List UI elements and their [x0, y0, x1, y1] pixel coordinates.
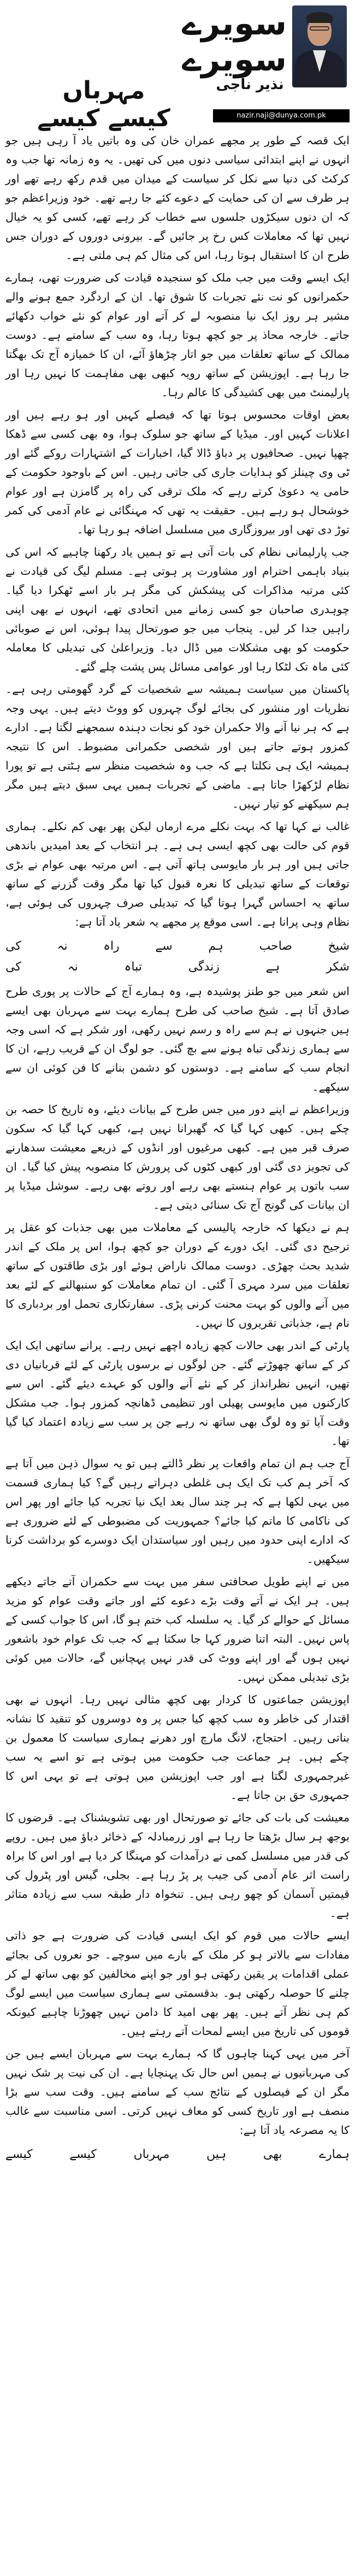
- poem-word: نہ: [67, 960, 78, 974]
- paragraph: اس شعر میں جو طنز پوشیدہ ہے، وہ ہمارے آج کے حالات پر پوری طرح صادق آتا ہے۔ شیخ صاحب کی طرح ہمارے بہت سے مہربان بھی ایسے ہیں جنہوں نے ہم سے راہ و رسم نہیں رکھی، اور شکر ہے کہ اسی وجہ سے ہماری زندگی تباہ ہونے سے بچ گئی۔ جو لوگ ان کے قریب رہے، ان کا انجام سب کے سامنے ہے۔ دوستوں کو دشمن بنانے کا فن کوئی ان سے سیکھے۔: [5, 985, 350, 1093]
- poem-word: مہرباں: [133, 2148, 170, 2161]
- poem-word: شکر: [326, 960, 350, 974]
- poem-word: کی: [5, 939, 21, 953]
- paragraph: ایک قصہ کے طور پر مجھے عمران خان کی وہ باتیں یاد آ رہی ہیں جو انہوں نے اپنے ابتدائی سیاسی دنوں میں کی تھیں۔ یہ وہ زمانہ تھا جب وہ کرکٹ کی دنیا سے نکل کر سیاست کے میدان میں قدم رکھ رہے تھے اور ہر طرف سے ان کی حمایت کے دعوے کئے جا رہے تھے۔ خود وزیراعظم جو کہ ان دنوں سیکڑوں جلسوں سے خطاب کر رہے تھے، کسی کو یہ خیال نہیں تھا کہ معاملات کس رخ پر جائیں گے۔ بیرونی دوروں کے دوران جس طرح ان کا استقبال ہوتا رہا، اس کی مثال کم ہی ملتی ہے۔: [5, 134, 350, 262]
- paragraph: آج جب ہم ان تمام واقعات پر نظر ڈالتے ہیں تو یہ سوال ذہن میں آتا ہے کہ آخر ہم کب تک ایک ہی غلطی دہراتے رہیں گے؟ کیا ہماری قسمت میں یہی لکھا ہے کہ ہر چند سال بعد ایک نیا تجربہ کیا جائے اور پھر اس کی ناکامی کا ماتم کیا جائے؟ جمہوریت کی مضبوطی کے لئے ضروری ہے کہ ادارے اپنی حدود میں رہیں اور سیاستدان ایک دوسرے کو برداشت کرنا سیکھیں۔: [5, 1457, 350, 1566]
- poem-verse-2: [5, 2144, 350, 2165]
- poem-word: نہ: [57, 939, 68, 953]
- paragraph: بعض اوقات محسوس ہوتا تھا کہ فیصلے کہیں اور ہو رہے ہیں اور اعلانات کہیں اور۔ میڈیا کے ساتھ جو سلوک ہوا، وہ بھی کسی سے ڈھکا چھپا نہیں۔ صحافیوں پر دباؤ ڈالا گیا، اخبارات کے اشتہارات روکے گئے اور ٹی وی چینلز کو ہدایات جاری کی جاتی رہیں۔ اس کے باوجود حکومت کے حامی یہ دعویٰ کرتے رہے کہ ملک ترقی کی راہ پر گامزن ہے اور عوام خوشحال ہو رہے ہیں۔ حقیقت یہ تھی کہ مہنگائی نے عام آدمی کی کمر توڑ دی تھی اور بیروزگاری میں مسلسل اضافہ ہو رہا تھا۔: [5, 408, 350, 536]
- poem-word: کیسے: [69, 2148, 97, 2161]
- author-name: نذیر ناجی: [216, 77, 284, 93]
- poem-word: شیخ: [328, 939, 350, 953]
- poem-word: صاحب: [259, 939, 293, 953]
- article-headline: مہرباں کیسے کیسے: [37, 77, 170, 132]
- poem-word: راہ: [103, 939, 120, 953]
- article-body: [5, 131, 350, 2169]
- author-email[interactable]: nazir.naji@dunya.com.pk: [213, 109, 350, 122]
- paragraph: پاکستان میں سیاست ہمیشہ سے شخصیات کے گرد گھومتی رہی ہے۔ نظریات اور منشور کی بجائے لوگ چہروں کو ووٹ دیتے ہیں۔ یہی وجہ ہے کہ ہر نیا آنے والا حکمران خود کو نجات دہندہ سمجھنے لگتا ہے۔ ادارے کمزور ہوتے جاتے ہیں اور شخصی حکمرانی مضبوط۔ اس کا نتیجہ ہمیشہ ایک ہی نکلتا ہے کہ جب وہ شخصیت منظر سے ہٹتی ہے تو پورا نظام لڑکھڑا جاتا ہے۔ ماضی کے تجربات ہمیں یہی سبق دیتے ہیں مگر ہم سیکھنے کو تیار نہیں۔: [5, 683, 350, 810]
- paragraph: معیشت کی بات کی جائے تو صورتحال اور بھی تشویشناک ہے۔ قرضوں کا بوجھ ہر سال بڑھتا جا رہا ہے اور زرمبادلہ کے ذخائر دباؤ میں ہیں۔ روپے کی قدر میں مسلسل کمی نے درآمدات کو مہنگا کر دیا ہے اور اس کا براہ راست اثر عام آدمی کی جیب پر پڑ رہا ہے۔ بجلی، گیس اور پٹرول کی قیمتیں آسمان کو چھو رہی ہیں۔ تنخواہ دار طبقہ سب سے زیادہ متاثر ہے۔: [5, 1811, 350, 1920]
- paragraph: میں نے اپنے طویل صحافتی سفر میں بہت سے حکمران آتے جاتے دیکھے ہیں۔ ہر ایک نے آتے وقت بڑے دعوے کئے اور جاتے وقت عوام کو مزید مسائل کے حوالے کر گیا۔ یہ سلسلہ کب ختم ہو گا، اس کا جواب کسی کے پاس نہیں۔ البتہ اتنا ضرور کہا جا سکتا ہے کہ جب تک عوام خود باشعور نہیں ہوں گے اور اپنے ووٹ کی قدر نہیں پہچانیں گے، حالات میں کوئی بڑی تبدیلی ممکن نہیں۔: [5, 1575, 350, 1684]
- paragraph: اپوزیشن جماعتوں کا کردار بھی کچھ مثالی نہیں رہا۔ انہوں نے بھی اقتدار کی خاطر وہ سب کچھ کیا جس پر وہ دوسروں کو تنقید کا نشانہ بناتی رہیں۔ احتجاج، لانگ مارچ اور دھرنے ہماری سیاست کا معمول بن چکے ہیں۔ ہر جماعت جب حکومت میں ہوتی ہے تو اسے یہ سب غیرجمہوری لگتا ہے اور جب اپوزیشن میں ہوتی ہے تو یہی اس کا جمہوری حق بن جاتا ہے۔: [5, 1693, 350, 1802]
- poem-word: بھی: [263, 2148, 282, 2161]
- poem-word: زندگی: [188, 960, 220, 974]
- paragraph: غالب نے کہا تھا کہ بہت نکلے مرے ارماں لیکن پھر بھی کم نکلے۔ ہماری قوم کی حالت بھی کچھ ایسی ہی ہے۔ ہر انتخاب کے بعد امیدیں باندھی جاتی ہیں اور ہر بار مایوسی ہاتھ آتی ہے۔ اس مرتبہ بھی عوام نے بڑی توقعات کے ساتھ تبدیلی کا نعرہ قبول کیا تھا مگر وقت گزرنے کے ساتھ ساتھ یہ احساس گہرا ہوتا گیا کہ تبدیلی صرف چہروں کی ہوئی ہے، نظام وہی پرانا ہے۔ اسی موقع پر مجھے یہ شعر یاد آتا ہے:: [5, 820, 350, 928]
- column-logo: [182, 0, 350, 123]
- poem-verse-1: [5, 936, 350, 978]
- author-photo: [292, 5, 347, 87]
- poem-word: ہم: [208, 939, 223, 953]
- paragraph: جب پارلیمانی نظام کی بات آتی ہے تو ہمیں یاد رکھنا چاہیے کہ اس کی بنیاد باہمی احترام اور مشاورت پر ہوتی ہے۔ مسلم لیگ کی قیادت نے کئی مرتبہ مذاکرات کی پیشکش کی مگر ہر بار اسے ٹھکرا دیا گیا۔ چوہدری صاحبان جو کسی زمانے میں اتحادی تھے، انہوں نے بھی اپنی راہیں جدا کر لیں۔ پنجاب میں جو صورتحال پیدا ہوئی، اس نے صوبائی حکومت کو بھی مشکلات میں ڈال دیا۔ وزیراعلیٰ کی تبدیلی کا معاملہ کئی ماہ تک لٹکا رہا اور عوامی مسائل پس پشت چلے گئے۔: [5, 545, 350, 673]
- poem-word: ہمارے: [319, 2148, 350, 2161]
- poem-word: کی: [5, 960, 21, 974]
- poem-word: سے: [155, 939, 173, 953]
- poem-line: [5, 2144, 350, 2165]
- paragraph: ایک ایسے وقت میں جب ملک کو سنجیدہ قیادت کی ضرورت تھی، ہمارے حکمرانوں کو نت نئے تجربات کا شوق تھا۔ ان کے اردگرد جمع ہونے والے مشیر ہر روز ایک نیا منصوبہ لے کر آتے اور عوام کو نئے خواب دکھائے جاتے۔ خارجہ محاذ پر جو کچھ ہوتا رہا، وہ سب کے سامنے ہے۔ دوست ممالک کے ساتھ تعلقات میں جو اتار چڑھاؤ آئے، ان کا خمیازہ آج تک بھگتا جا رہا ہے۔ اپوزیشن کے ساتھ رویہ کبھی بھی مفاہمت کا نہیں رہا اور پارلیمنٹ میں بھی کشیدگی کا عالم رہا۔: [5, 271, 350, 399]
- column-title: سویرے سویرے: [182, 4, 287, 79]
- column-header: [0, 0, 355, 132]
- poem-line: [5, 936, 350, 957]
- poem-word: کیسے: [5, 2148, 33, 2161]
- paragraph: آخر میں یہی کہنا چاہوں گا کہ ہمارے بہت سے مہربان ایسے ہیں جن کی مہربانیوں نے ہمیں اس حال تک پہنچایا ہے۔ ان کی نیت پر شک نہیں مگر ان کے فیصلوں کے نتائج سب کے سامنے ہیں۔ وقت سب سے بڑا منصف ہے اور تاریخ کسی کو معاف نہیں کرتی۔ اسی مناسبت سے غالب کا یہ مصرعہ یاد آتا ہے:: [5, 2047, 350, 2137]
- paragraph: ایسے حالات میں قوم کو ایک ایسی قیادت کی ضرورت ہے جو ذاتی مفادات سے بالاتر ہو کر ملک کے بارے میں سوچے۔ جو نعروں کی بجائے عملی اقدامات پر یقین رکھتی ہو اور جو اپنے مخالفین کو بھی ساتھ لے کر چلنے کا حوصلہ رکھتی ہو۔ بدقسمتی سے ہماری سیاست میں ایسے لوگ کم ہی نظر آتے ہیں۔ پھر بھی امید کا دامن نہیں چھوڑنا چاہیے کیونکہ قوموں کی تاریخ میں ایسے لمحات آتے رہتے ہیں۔: [5, 1929, 350, 2038]
- paragraph: ہم نے دیکھا کہ خارجہ پالیسی کے معاملات میں بھی جذبات کو عقل پر ترجیح دی گئی۔ ایک دورے کے دوران جو کچھ ہوا، اس پر ملک کے اندر شدید بحث چھڑی۔ دوست ممالک ناراض ہوئے اور بڑی طاقتوں کے ساتھ تعلقات میں سرد مہری آ گئی۔ ان تمام معاملات کو سنبھالنے کے لئے بعد میں آنے والوں کو بہت محنت کرنی پڑی۔ سفارتکاری تحمل اور بردباری کا نام ہے، جذباتی تقریروں کا نہیں۔: [5, 1221, 350, 1330]
- paragraph: وزیراعظم نے اپنے دور میں جس طرح کے بیانات دیئے، وہ تاریخ کا حصہ بن چکے ہیں۔ کبھی کہا گیا کہ گھبرانا نہیں ہے، کبھی کہا گیا کہ سکون صرف قبر میں ہے۔ کبھی مرغیوں اور انڈوں کے ذریعے معیشت سدھارنے کی تجویز دی گئی اور کبھی کٹوں کی پرورش کا منصوبہ پیش کیا گیا۔ ان سب باتوں پر عوام ہنستے بھی رہے اور روتے بھی رہے۔ سوشل میڈیا پر ان بیانات کی گونج آج تک سنائی دیتی ہے۔: [5, 1103, 350, 1211]
- poem-word: تباہ: [124, 960, 142, 974]
- poem-word: ہیں: [206, 2148, 227, 2161]
- poem-word: ہے: [265, 960, 280, 974]
- paragraph: پارٹی کے اندر بھی حالات کچھ زیادہ اچھے نہیں رہے۔ پرانے ساتھی ایک ایک کر کے ساتھ چھوڑتے گئے۔ جن لوگوں نے برسوں پارٹی کے لئے قربانیاں دی تھیں، انہیں نظرانداز کر کے نئے آنے والوں کو عہدے دیئے گئے۔ اس سے کارکنوں میں مایوسی پھیلی اور تنظیمی ڈھانچہ کمزور ہوا۔ جب مشکل وقت آیا تو وہ لوگ بھی ساتھ نہ رہے جن پر سب سے زیادہ اعتماد کیا گیا تھا۔: [5, 1339, 350, 1448]
- poem-line: [5, 957, 350, 978]
